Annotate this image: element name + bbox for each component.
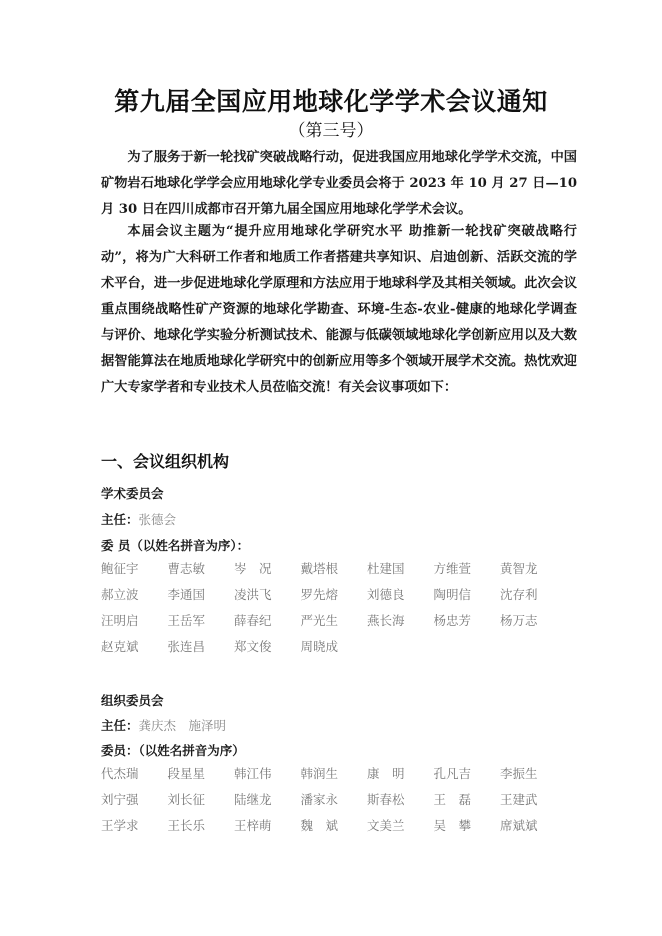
member-name: 代杰瑞 xyxy=(101,766,139,781)
academic-members-label: 委 员（以姓名拼音为序）： xyxy=(101,538,250,553)
document-subtitle: （第三号） xyxy=(288,121,374,141)
member-name: 王长乐 xyxy=(167,818,206,833)
member-name: 王梓萌 xyxy=(234,818,272,833)
academic-members-list xyxy=(101,556,571,660)
member-name: 王建武 xyxy=(500,792,538,807)
chair-name: 龚庆杰 施泽明 xyxy=(138,718,227,733)
member-name: 汪明启 xyxy=(101,613,139,628)
member-name: 韩江伟 xyxy=(234,766,272,781)
member-name: 陶明信 xyxy=(433,587,472,602)
member-name: 文美兰 xyxy=(367,818,405,833)
member-name: 严光生 xyxy=(300,613,339,628)
member-name: 罗先熔 xyxy=(300,587,339,602)
member-name: 杨忠芳 xyxy=(433,613,472,628)
member-name: 岑 况 xyxy=(234,561,272,576)
member-name: 陆继龙 xyxy=(234,792,272,807)
member-name: 王学求 xyxy=(101,818,139,833)
member-name: 吴 攀 xyxy=(433,818,472,833)
member-name: 王 磊 xyxy=(433,792,472,807)
member-name: 斯春松 xyxy=(367,792,405,807)
member-name: 方维萱 xyxy=(433,561,472,576)
member-name: 席斌斌 xyxy=(500,818,538,833)
member-name: 刘宁强 xyxy=(101,792,139,807)
member-name: 黄智龙 xyxy=(500,561,538,576)
member-name: 薛春纪 xyxy=(234,613,272,628)
member-name: 段星星 xyxy=(167,766,206,781)
member-name: 郝立波 xyxy=(101,587,139,602)
member-name: 孔凡吉 xyxy=(433,766,472,781)
organizing-chair-line xyxy=(101,716,226,734)
member-name: 魏 斌 xyxy=(300,818,339,833)
chair-label: 主任： xyxy=(101,512,139,527)
member-name: 韩润生 xyxy=(300,766,339,781)
member-name: 刘长征 xyxy=(167,792,206,807)
member-name: 杨万志 xyxy=(500,613,538,628)
member-name: 赵克斌 xyxy=(101,639,139,654)
member-name: 燕长海 xyxy=(367,613,405,628)
organizing-committee-heading: 组织委员会 xyxy=(101,693,164,708)
section-heading: 一、会议组织机构 xyxy=(101,452,230,471)
member-name: 凌洪飞 xyxy=(234,587,272,602)
organizing-members-list xyxy=(101,761,571,839)
member-name: 王岳军 xyxy=(167,613,206,628)
academic-committee-heading: 学术委员会 xyxy=(101,486,164,501)
member-name: 鲍征宇 xyxy=(101,561,139,576)
member-name: 刘德良 xyxy=(367,587,405,602)
member-name: 张连昌 xyxy=(167,639,206,654)
member-name: 康 明 xyxy=(367,766,405,781)
member-name: 曹志敏 xyxy=(167,561,206,576)
document-title: 第九届全国应用地球化学学术会议通知 xyxy=(114,87,548,116)
chair-label: 主任： xyxy=(101,718,139,733)
member-name: 沈存利 xyxy=(500,587,538,602)
intro-paragraph-2: 本届会议主题为“提升应用地球化学研究水平 助推新一轮找矿突破战略行动”，将为广大科研工作者和地质工作者搭建共享知识、启迪创新、活跃交流的学术平台，进一步促进地球化学原理和方法应用于地球科学及其相关领域。此次会议重点围绕战略性矿产资源的地球化学勘查、环境-生态-农业-健康的地球化学调查与评价、地球化学实验分析测试技术、能源与低碳领域地球化学创新应用以及大数据智能算法在地质地球化学研究中的创新应用等多个领域开展学术交流。热忱欢迎广大专家学者和专业技术人员莅临交流！有关会议事项如下： xyxy=(101,224,577,395)
member-name: 杜建国 xyxy=(367,561,405,576)
organizing-members-label: 委员：（以姓名拼音为序） xyxy=(101,743,245,758)
member-name: 潘家永 xyxy=(300,792,339,807)
member-name: 李通国 xyxy=(167,587,206,602)
member-name: 郑文俊 xyxy=(234,639,272,654)
member-name: 李振生 xyxy=(500,766,538,781)
academic-chair-line xyxy=(101,510,176,528)
member-name: 周晓成 xyxy=(300,639,339,654)
intro-paragraph-1: 为了服务于新一轮找矿突破战略行动，促进我国应用地球化学学术交流，中国矿物岩石地球化学学会应用地球化学专业委员会将于 2023 年 10 月 27 日—10 月 30 日在四川成都市召开第九届全国应用地球化学学术会议。 xyxy=(101,150,577,217)
member-name: 戴塔根 xyxy=(300,561,339,576)
chair-name: 张德会 xyxy=(138,512,177,527)
